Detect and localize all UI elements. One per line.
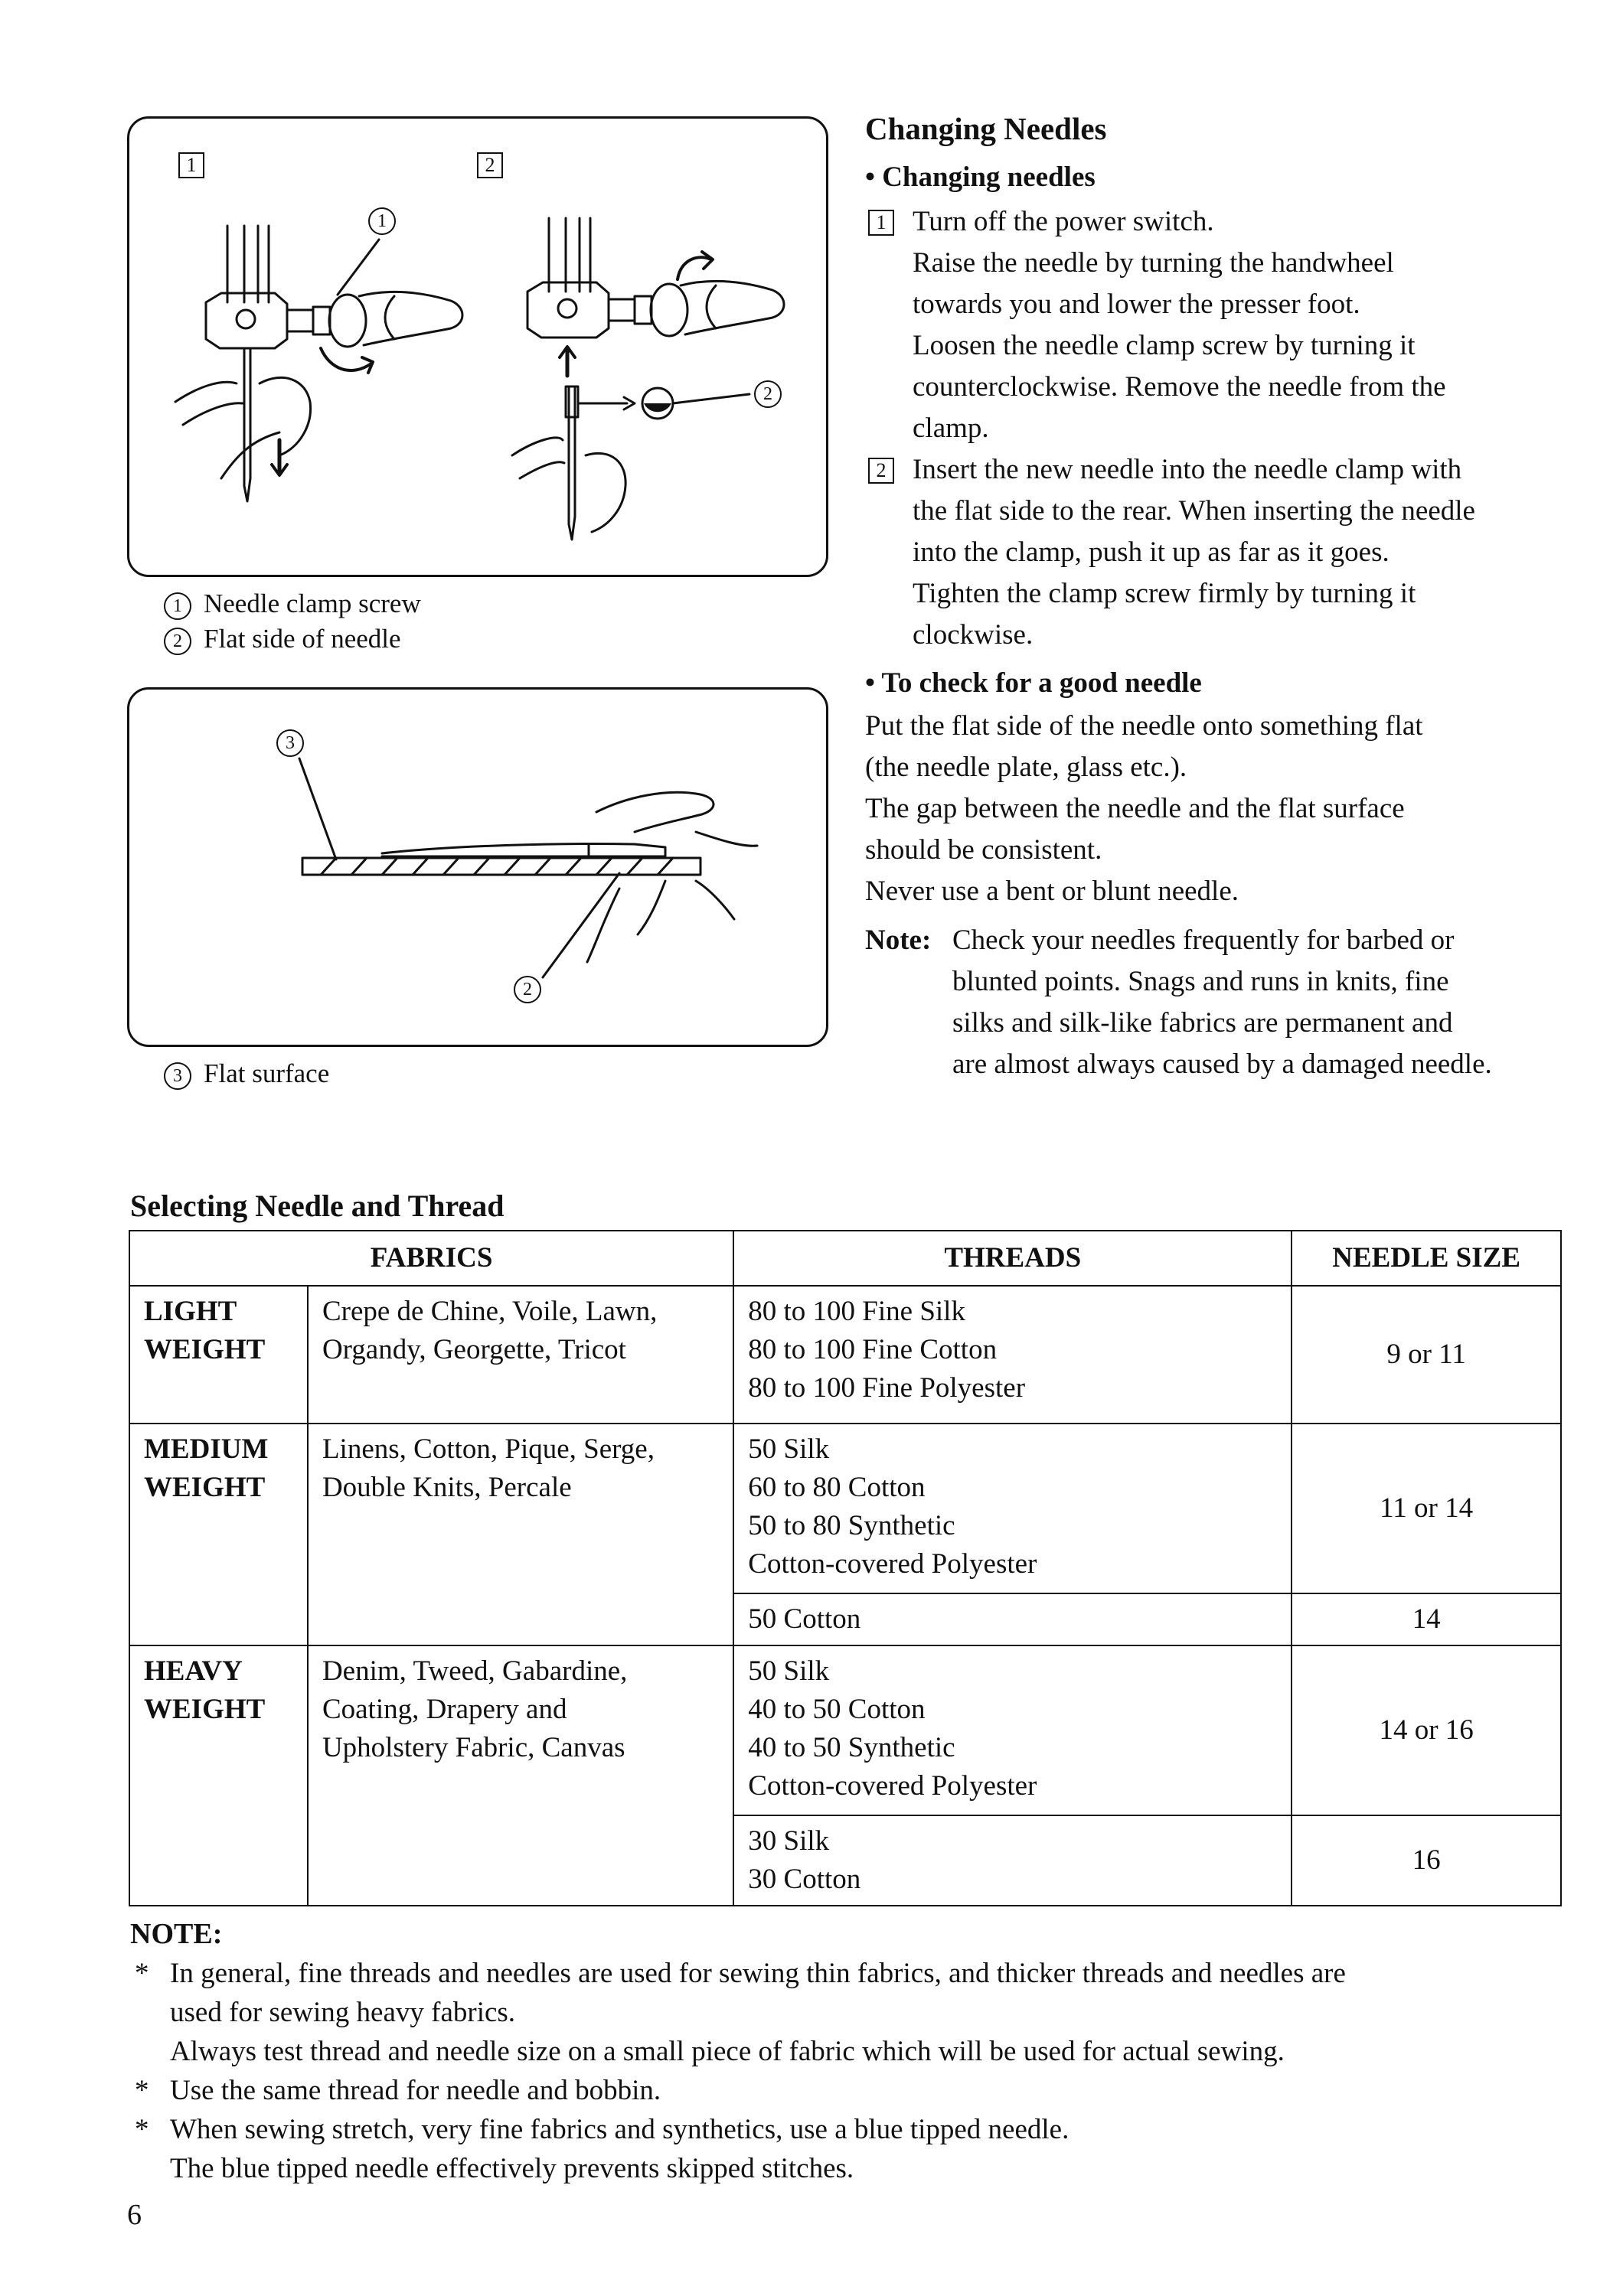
header-threads: THREADS xyxy=(733,1231,1292,1286)
check-line: should be consistent. xyxy=(865,834,1102,866)
caption-needle-clamp-screw xyxy=(164,586,421,621)
thread-line: 80 to 100 Fine Polyester xyxy=(748,1372,1026,1404)
step-2 xyxy=(865,449,1600,656)
fabric-line: Linens, Cotton, Pique, Serge, xyxy=(322,1433,655,1465)
needle-size-cell: 11 or 14 xyxy=(1292,1424,1561,1593)
weight-line: LIGHT xyxy=(144,1296,237,1327)
threads-cell xyxy=(733,1645,1292,1815)
needle-thread-table xyxy=(129,1230,1562,1906)
weight-line: HEAVY xyxy=(144,1655,243,1687)
step-line: the flat side to the rear. When inserting the needle xyxy=(913,495,1475,527)
step-line: into the clamp, push it up as far as it goes. xyxy=(913,536,1390,568)
note-item xyxy=(130,2110,1569,2188)
header-fabrics: FABRICS xyxy=(129,1231,733,1286)
step-line: Loosen the needle clamp screw by turning it xyxy=(913,330,1416,361)
needle-check-illustration xyxy=(129,690,826,1045)
bullet-star: * xyxy=(135,1958,149,1989)
step-number: 1 xyxy=(868,210,894,236)
thread-line: 80 to 100 Fine Cotton xyxy=(748,1334,998,1365)
note-paragraph xyxy=(865,920,1600,1085)
step-line: Insert the new needle into the needle clamp with xyxy=(913,454,1462,485)
note-line: Always test thread and needle size on a small piece of fabric which will be used for actual sewing. xyxy=(170,2036,1285,2067)
note-heading: NOTE: xyxy=(130,1918,223,1950)
note-label: Note: xyxy=(865,925,932,956)
thread-line: 40 to 50 Cotton xyxy=(748,1694,926,1725)
thread-line: 60 to 80 Cotton xyxy=(748,1472,926,1503)
needle-check-figure xyxy=(127,687,828,1047)
needle-size-cell: 9 or 11 xyxy=(1292,1286,1561,1424)
caption-num: 2 xyxy=(164,628,191,655)
fabrics-cell xyxy=(308,1424,733,1645)
thread-line: 50 Silk xyxy=(748,1655,830,1687)
step-line: clockwise. xyxy=(913,619,1034,651)
caption-text: Flat side of needle xyxy=(204,624,401,654)
table-row-heavy xyxy=(129,1645,1561,1815)
weight-cell xyxy=(129,1424,308,1645)
fabrics-cell xyxy=(308,1286,733,1424)
step-line: counterclockwise. Remove the needle from the xyxy=(913,371,1446,403)
fabric-line: Coating, Drapery and xyxy=(322,1694,567,1725)
note-line: used for sewing heavy fabrics. xyxy=(170,1997,516,2028)
note-line: When sewing stretch, very fine fabrics and synthetics, use a blue tipped needle. xyxy=(170,2114,1069,2145)
threads-cell xyxy=(733,1286,1292,1424)
changing-needles-section xyxy=(865,110,1600,1085)
step-line: clamp. xyxy=(913,413,989,444)
thread-line: Cotton-covered Polyester xyxy=(748,1770,1037,1802)
table-header-row xyxy=(129,1231,1561,1286)
callout-2: 2 xyxy=(754,380,782,408)
figure1-captions xyxy=(164,586,421,657)
fabric-line: Double Knits, Percale xyxy=(322,1472,572,1503)
thread-line: Cotton-covered Polyester xyxy=(748,1548,1037,1580)
note-line: The blue tipped needle effectively prevents skipped stitches. xyxy=(170,2153,854,2184)
thread-line: 40 to 50 Synthetic xyxy=(748,1732,955,1763)
selecting-title: Selecting Needle and Thread xyxy=(130,1189,505,1223)
note-line: In general, fine threads and needles are used for sewing thin fabrics, and thicker threads and needles are xyxy=(170,1958,1346,1989)
fabric-line: Organdy, Georgette, Tricot xyxy=(322,1334,626,1365)
check-line: (the needle plate, glass etc.). xyxy=(865,752,1187,783)
weight-cell xyxy=(129,1645,308,1906)
threads-cell xyxy=(733,1815,1292,1906)
thread-line: 30 Cotton xyxy=(748,1864,861,1895)
weight-line: WEIGHT xyxy=(144,1472,266,1503)
note-line: Use the same thread for needle and bobbin. xyxy=(170,2075,661,2106)
threads-cell xyxy=(733,1424,1292,1593)
panel-label-2: 2 xyxy=(477,152,503,178)
thread-line: 80 to 100 Fine Silk xyxy=(748,1296,965,1327)
figure2-captions xyxy=(164,1056,329,1091)
section-title: Changing Needles xyxy=(865,111,1107,146)
caption-num: 3 xyxy=(164,1062,191,1090)
check-text xyxy=(865,706,1600,912)
needle-size-cell: 16 xyxy=(1292,1815,1561,1906)
panel-label-1: 1 xyxy=(178,152,204,178)
fabric-line: Upholstery Fabric, Canvas xyxy=(322,1732,625,1763)
needle-change-illustration xyxy=(129,119,826,575)
note-item xyxy=(130,2071,1569,2110)
note-item xyxy=(130,1954,1569,2071)
bullet-star: * xyxy=(135,2114,149,2145)
subheading-changing: • Changing needles xyxy=(865,161,1096,193)
weight-cell xyxy=(129,1286,308,1424)
step-line: Turn off the power switch. xyxy=(913,206,1214,237)
step-line: towards you and lower the presser foot. xyxy=(913,289,1360,320)
needle-size-cell: 14 xyxy=(1292,1593,1561,1645)
weight-line: WEIGHT xyxy=(144,1334,266,1365)
caption-flat-side xyxy=(164,621,421,657)
fabric-line: Crepe de Chine, Voile, Lawn, xyxy=(322,1296,658,1327)
caption-text: Needle clamp screw xyxy=(204,589,421,618)
caption-flat-surface xyxy=(164,1056,329,1091)
note-section xyxy=(130,1915,1569,2188)
weight-line: MEDIUM xyxy=(144,1433,269,1465)
note-line: are almost always caused by a damaged needle. xyxy=(952,1049,1492,1080)
step-1 xyxy=(865,201,1600,449)
needle-change-figure xyxy=(127,116,828,577)
table-row-light xyxy=(129,1286,1561,1424)
note-line: blunted points. Snags and runs in knits, fine xyxy=(952,966,1449,997)
thread-line: 50 Silk xyxy=(748,1433,830,1465)
callout-1: 1 xyxy=(368,207,396,235)
check-line: Never use a bent or blunt needle. xyxy=(865,876,1239,907)
step-number: 2 xyxy=(868,458,894,484)
bullet-star: * xyxy=(135,2075,149,2106)
weight-line: WEIGHT xyxy=(144,1694,266,1725)
callout-3: 3 xyxy=(276,729,304,757)
thread-line: 50 Cotton xyxy=(748,1603,861,1635)
threads-cell xyxy=(733,1593,1292,1645)
subheading-check: • To check for a good needle xyxy=(865,667,1202,699)
step-line: Tighten the clamp screw firmly by turning it xyxy=(913,578,1416,609)
fabrics-cell xyxy=(308,1645,733,1906)
header-needle-size: NEEDLE SIZE xyxy=(1292,1231,1561,1286)
check-line: Put the flat side of the needle onto something flat xyxy=(865,710,1423,742)
check-line: The gap between the needle and the flat surface xyxy=(865,793,1405,824)
caption-text: Flat surface xyxy=(204,1058,330,1088)
note-line: silks and silk-like fabrics are permanent and xyxy=(952,1007,1453,1039)
step-line: Raise the needle by turning the handwheel xyxy=(913,247,1394,279)
note-line: Check your needles frequently for barbed or xyxy=(952,925,1455,956)
table-row-medium xyxy=(129,1424,1561,1593)
thread-line: 50 to 80 Synthetic xyxy=(748,1510,955,1541)
needle-size-cell: 14 or 16 xyxy=(1292,1645,1561,1815)
caption-num: 1 xyxy=(164,592,191,620)
callout-2: 2 xyxy=(514,976,541,1003)
thread-line: 30 Silk xyxy=(748,1825,830,1857)
page-number: 6 xyxy=(127,2199,142,2231)
fabric-line: Denim, Tweed, Gabardine, xyxy=(322,1655,628,1687)
